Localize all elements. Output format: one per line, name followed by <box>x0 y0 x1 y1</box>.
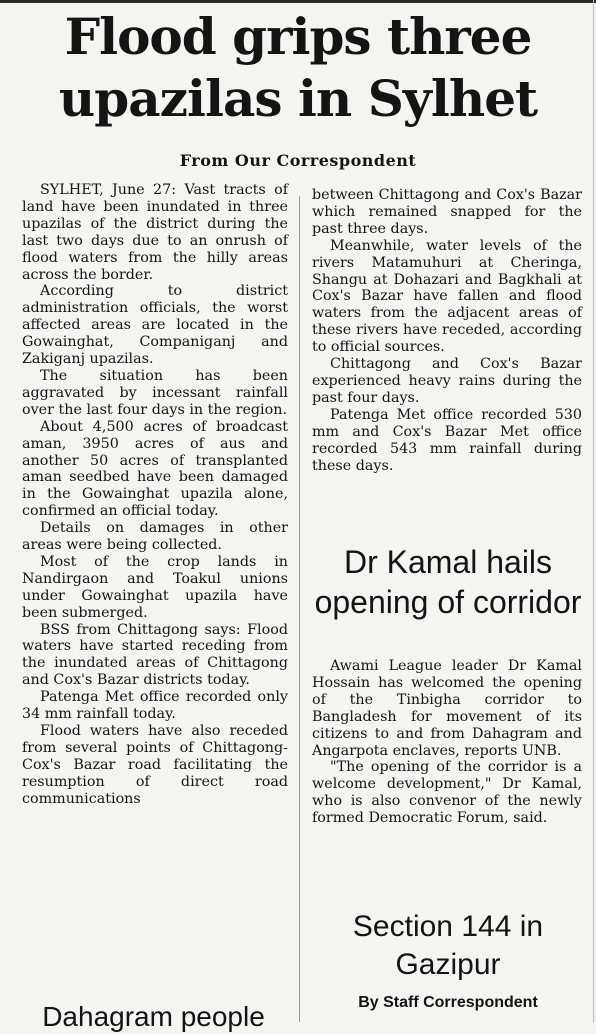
story3-byline: By Staff Correspondent <box>358 994 538 1011</box>
main-byline: From Our Correspondent <box>179 151 417 170</box>
story3-headline: Section 144 in Gazipur <box>352 910 544 981</box>
paragraph: Patenga Met office recorded only 34 mm rainfall today. <box>22 689 288 723</box>
top-rule <box>0 0 596 3</box>
paragraph: Most of the crop lands in Nandirgaon and Toakul unions under Gowainghat upazila have been submerged. <box>22 553 288 621</box>
paragraph: Awami League leader Dr Kamal Hossain has welcomed the opening of the Tinbigha corridor to Bangladesh for movement of its citizens to and from Dahagram and Angarpota enclaves, reports UNB. <box>312 658 582 759</box>
paragraph: Meanwhile, water levels of the rivers Matamuhuri at Cheringa, Shangu at Dohazari and Bagkhali at Cox's Bazar have fallen and flood waters from the adjacent areas of these rivers have receded, according to official sources. <box>312 237 582 356</box>
article-column-2 <box>312 187 582 474</box>
paragraph: According to district administration officials, the worst affected areas are located in the Gowainghat, Companiganj and Zakiganj upazilas. <box>22 283 288 368</box>
paragraph: Details on damages in other areas were being collected. <box>22 520 288 554</box>
column-divider <box>299 196 300 1022</box>
paragraph: Chittagong and Cox's Bazar experienced heavy rains during the past four days. <box>312 356 582 406</box>
paragraph: "The opening of the corridor is a welcome development," Dr Kamal, who is also convenor of the newly formed Democratic Forum, said. <box>312 759 582 827</box>
main-headline: Flood grips three upazilas in Sylhet <box>58 7 538 128</box>
paragraph: Flood waters have also receded from several points of Chittagong- Cox's Bazar road facilitating the resumption of direct road communications <box>22 723 288 807</box>
paragraph: SYLHET, June 27: Vast tracts of land have been inundated in three upazilas of the district during the last two days due to an onrush of flood waters from the hilly areas across the border. <box>22 182 288 283</box>
paragraph: The situation has been aggravated by incessant rainfall over the last four days in the region. <box>22 367 288 418</box>
story2-body <box>312 658 582 827</box>
paragraph: About 4,500 acres of broadcast aman, 3950 acres of aus and another 50 acres of transplanted aman seedbed have been damaged in the Gowainghat upazila alone, confirmed an official today. <box>22 418 288 520</box>
paragraph: Patenga Met office recorded 530 mm and Cox's Bazar Met office recorded 543 mm rainfall during these days. <box>312 406 582 474</box>
cutoff-headline: Dahagram people <box>42 1001 265 1032</box>
paragraph: BSS from Chittagong says: Flood waters have started receding from the inundated areas of Chittagong and Cox's Bazar districts today. <box>22 621 288 689</box>
article-column-1 <box>22 182 288 808</box>
paragraph: between Chittagong and Cox's Bazar which remained snapped for the past three days. <box>312 187 582 237</box>
story2-headline: Dr Kamal hails opening of corridor <box>314 544 582 620</box>
